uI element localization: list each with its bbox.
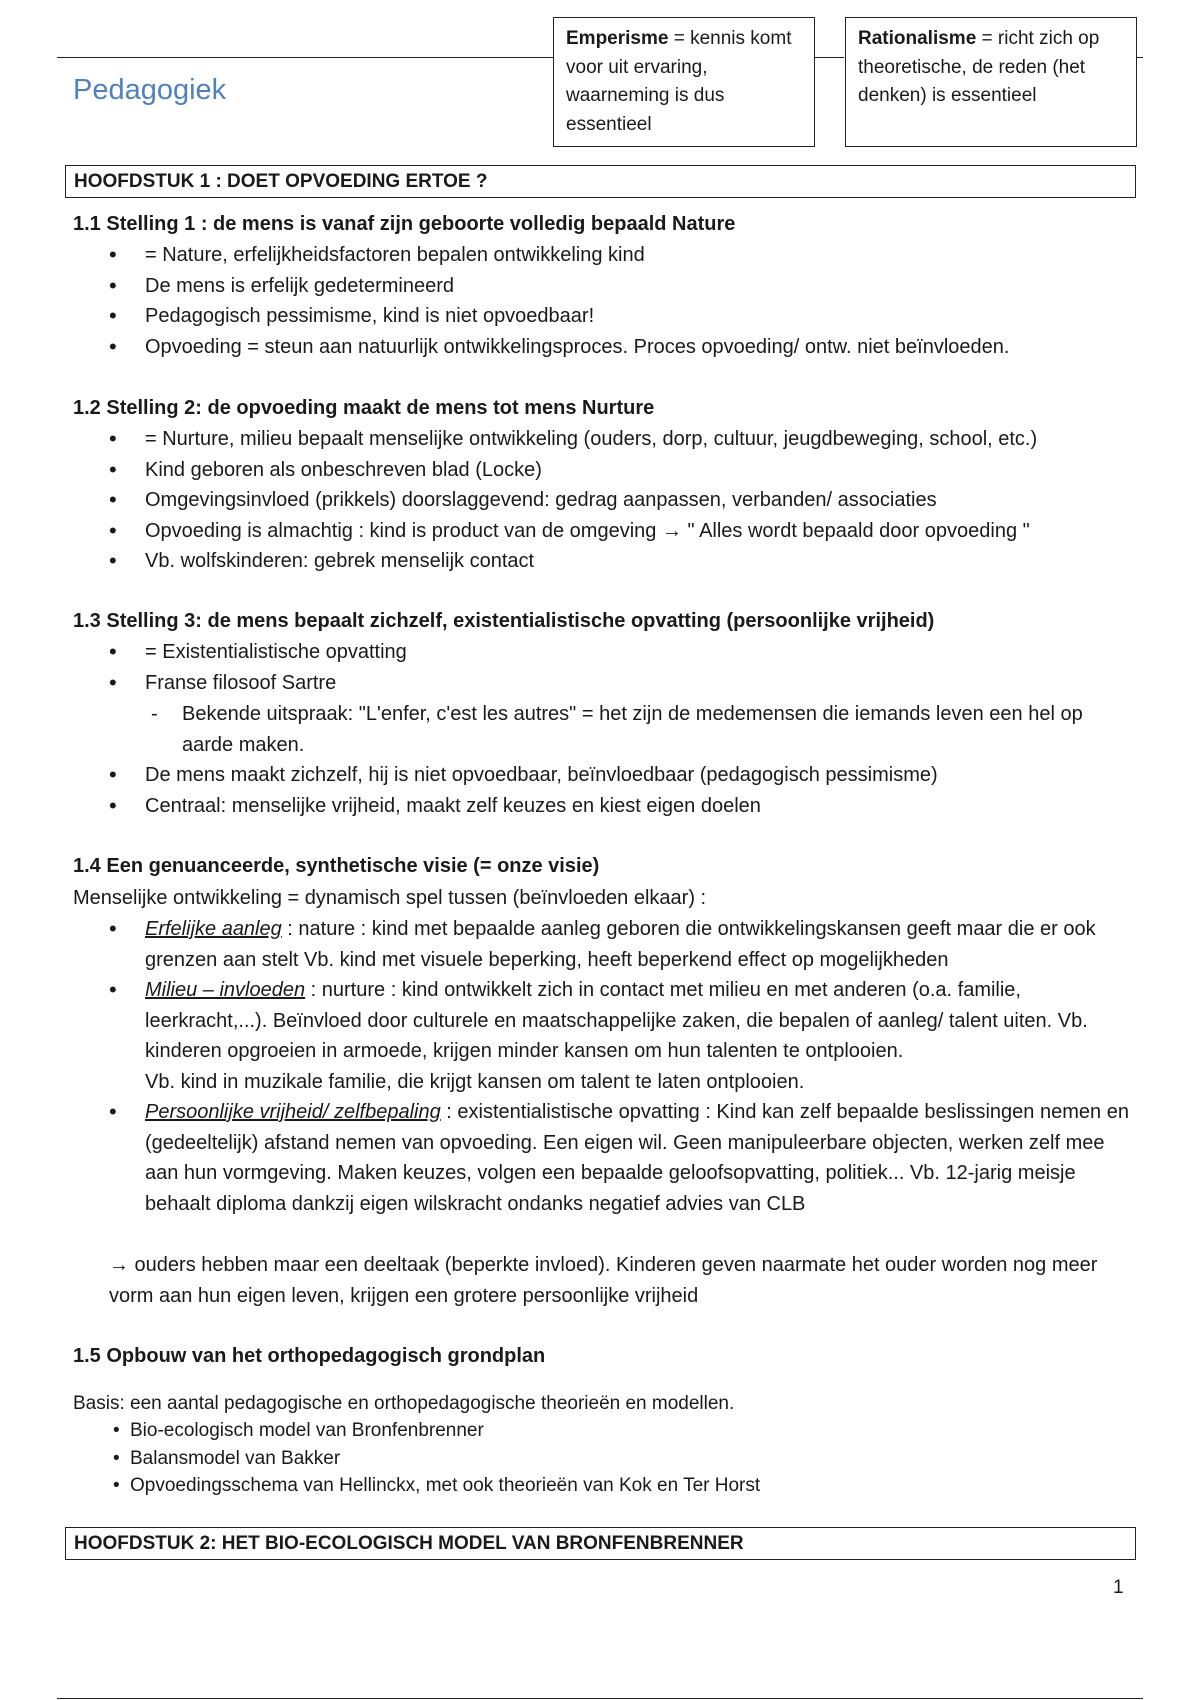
header-rule-right [1137, 57, 1143, 58]
list-item: • = Nature, erfelijkheidsfactoren bepalen ontwikkeling kind [105, 240, 1145, 271]
list-item: • De mens is erfelijk gedetermineerd [105, 271, 1145, 302]
list-item: • Franse filosoof Sartre [105, 668, 1145, 699]
list-item: • Bio-ecologisch model van Bronfenbrenner [113, 1417, 1113, 1445]
section-heading-1-5: 1.5 Opbouw van het orthopedagogisch grondplan [73, 1345, 546, 1367]
section-heading-1-2: 1.2 Stelling 2: de opvoeding maakt de mens tot mens Nurture [73, 397, 655, 419]
header-rule-middle [815, 57, 844, 58]
callout-rationalisme-term: Rationalisme [858, 28, 977, 49]
item-text: : nurture : kind ontwikkelt zich in contact met milieu en met anderen (o.a. familie, leerkracht,...). Beïnvloed door culturele en maatschappelijke zaken, die bepalen of aanleg/ talent uiten. Vb. kinderen opgroeien in armoede, krijgen minder kansen om hun talenten te ontplooien. [145, 979, 1088, 1062]
callout-empirisme [553, 17, 815, 147]
bullet-list-1-1 [105, 240, 1145, 362]
item-text: : nature : kind met bepaalde aanleg geboren die ontwikkelingskansen geeft maar die er ook grenzen aan stelt Vb. kind met visuele beperking, heeft beperkend effect op mogelijkheden [145, 918, 1096, 971]
bullet-list-1-3a [105, 637, 1145, 698]
chapter-heading-1: HOOFDSTUK 1 : DOET OPVOEDING ERTOE ? [65, 165, 1136, 198]
list-item [105, 1097, 1135, 1219]
list-item: • Centraal: menselijke vrijheid, maakt zelf keuzes en kiest eigen doelen [105, 791, 1145, 822]
section-heading-1-3: 1.3 Stelling 3: de mens bepaalt zichzelf, existentialistische opvatting (persoonlijke vrijheid) [73, 610, 935, 632]
bullet-list-1-5 [113, 1417, 1113, 1500]
section-conclusion-1-4: → ouders hebben maar een deeltaak (beperkte invloed). Kinderen geven naarmate het ouder worden nog meer vorm aan hun eigen leven, krijgen een grotere persoonlijke vrijheid [109, 1254, 1098, 1307]
list-item: - Bekende uitspraak: "L'enfer, c'est les autres" = het zijn de medemensen die iemands leven een hel op aarde maken. [145, 699, 1125, 760]
list-item: • Omgevingsinvloed (prikkels) doorslaggevend: gedrag aanpassen, verbanden/ associaties [105, 485, 1165, 516]
list-item [105, 975, 1135, 1097]
page-title: Pedagogiek [73, 74, 227, 106]
section-intro-1-5: Basis: een aantal pedagogische en orthopedagogische theorieën en modellen. [73, 1393, 735, 1414]
list-item: • Balansmodel van Bakker [113, 1445, 1113, 1473]
list-item: • Opvoedingsschema van Hellinckx, met ook theorieën van Kok en Ter Horst [113, 1472, 1113, 1500]
list-item: • Vb. wolfskinderen: gebrek menselijk contact [105, 546, 1165, 577]
header-rule-left [57, 57, 554, 58]
item-lead: Persoonlijke vrijheid/ zelfbepaling [145, 1101, 441, 1123]
callout-empirisme-term: Emperisme [566, 28, 669, 49]
item-text: : existentialistische opvatting : Kind kan zelf bepaalde beslissingen nemen en (gedeeltelijk) afstand nemen van opvoeding. Een eigen wil. Geen manipuleerbare objecten, werken zelf mee aan hun vormgeving. Maken keuzes, volgen een bepaalde geloofsopvatting, politiek... Vb. 12-jarig meisje behaalt diploma dankzij eigen wilskracht ondanks negatief advies van CLB [145, 1101, 1129, 1215]
bullet-list-1-4 [105, 914, 1135, 1219]
section-heading-1-4: 1.4 Een genuanceerde, synthetische visie (= onze visie) [73, 855, 600, 877]
section-intro-1-4: Menselijke ontwikkeling = dynamisch spel tussen (beïnvloeden elkaar) : [73, 887, 707, 909]
item-extra: Vb. kind in muzikale familie, die krijgt kansen om talent te laten ontplooien. [145, 1070, 805, 1093]
list-item: • = Existentialistische opvatting [105, 637, 1145, 668]
list-item: • Kind geboren als onbeschreven blad (Locke) [105, 455, 1165, 486]
dash-list-1-3 [145, 699, 1125, 760]
list-item: • Pedagogisch pessimisme, kind is niet opvoedbaar! [105, 301, 1145, 332]
list-item: • De mens maakt zichzelf, hij is niet opvoedbaar, beïnvloedbaar (pedagogisch pessimisme) [105, 760, 1145, 791]
list-item: • Opvoeding = steun aan natuurlijk ontwikkelingsproces. Proces opvoeding/ ontw. niet beïnvloeden. [105, 332, 1145, 363]
bullet-list-1-2 [105, 424, 1165, 577]
callout-rationalisme [845, 17, 1137, 147]
item-lead: Erfelijke aanleg [145, 918, 282, 940]
list-item [105, 914, 1135, 975]
bullet-list-1-3b [105, 760, 1145, 821]
footer-rule [57, 1698, 1143, 1699]
page-number: 1 [1113, 1577, 1124, 1598]
item-lead: Milieu – invloeden [145, 979, 306, 1001]
callout-empirisme-text: = kennis komt voor uit ervaring, waarneming is dus essentieel [566, 28, 792, 135]
chapter-heading-2: HOOFDSTUK 2: HET BIO-ECOLOGISCH MODEL VAN BRONFENBRENNER [65, 1527, 1136, 1560]
list-item: • Opvoeding is almachtig : kind is product van de omgeving → " Alles wordt bepaald door opvoeding " [105, 516, 1165, 547]
callout-rationalisme-text: = richt zich op theoretische, de reden (het denken) is essentieel [858, 28, 1100, 106]
list-item: • = Nurture, milieu bepaalt menselijke ontwikkeling (ouders, dorp, cultuur, jeugdbeweging, school, etc.) [105, 424, 1165, 455]
section-heading-1-1: 1.1 Stelling 1 : de mens is vanaf zijn geboorte volledig bepaald Nature [73, 213, 736, 235]
